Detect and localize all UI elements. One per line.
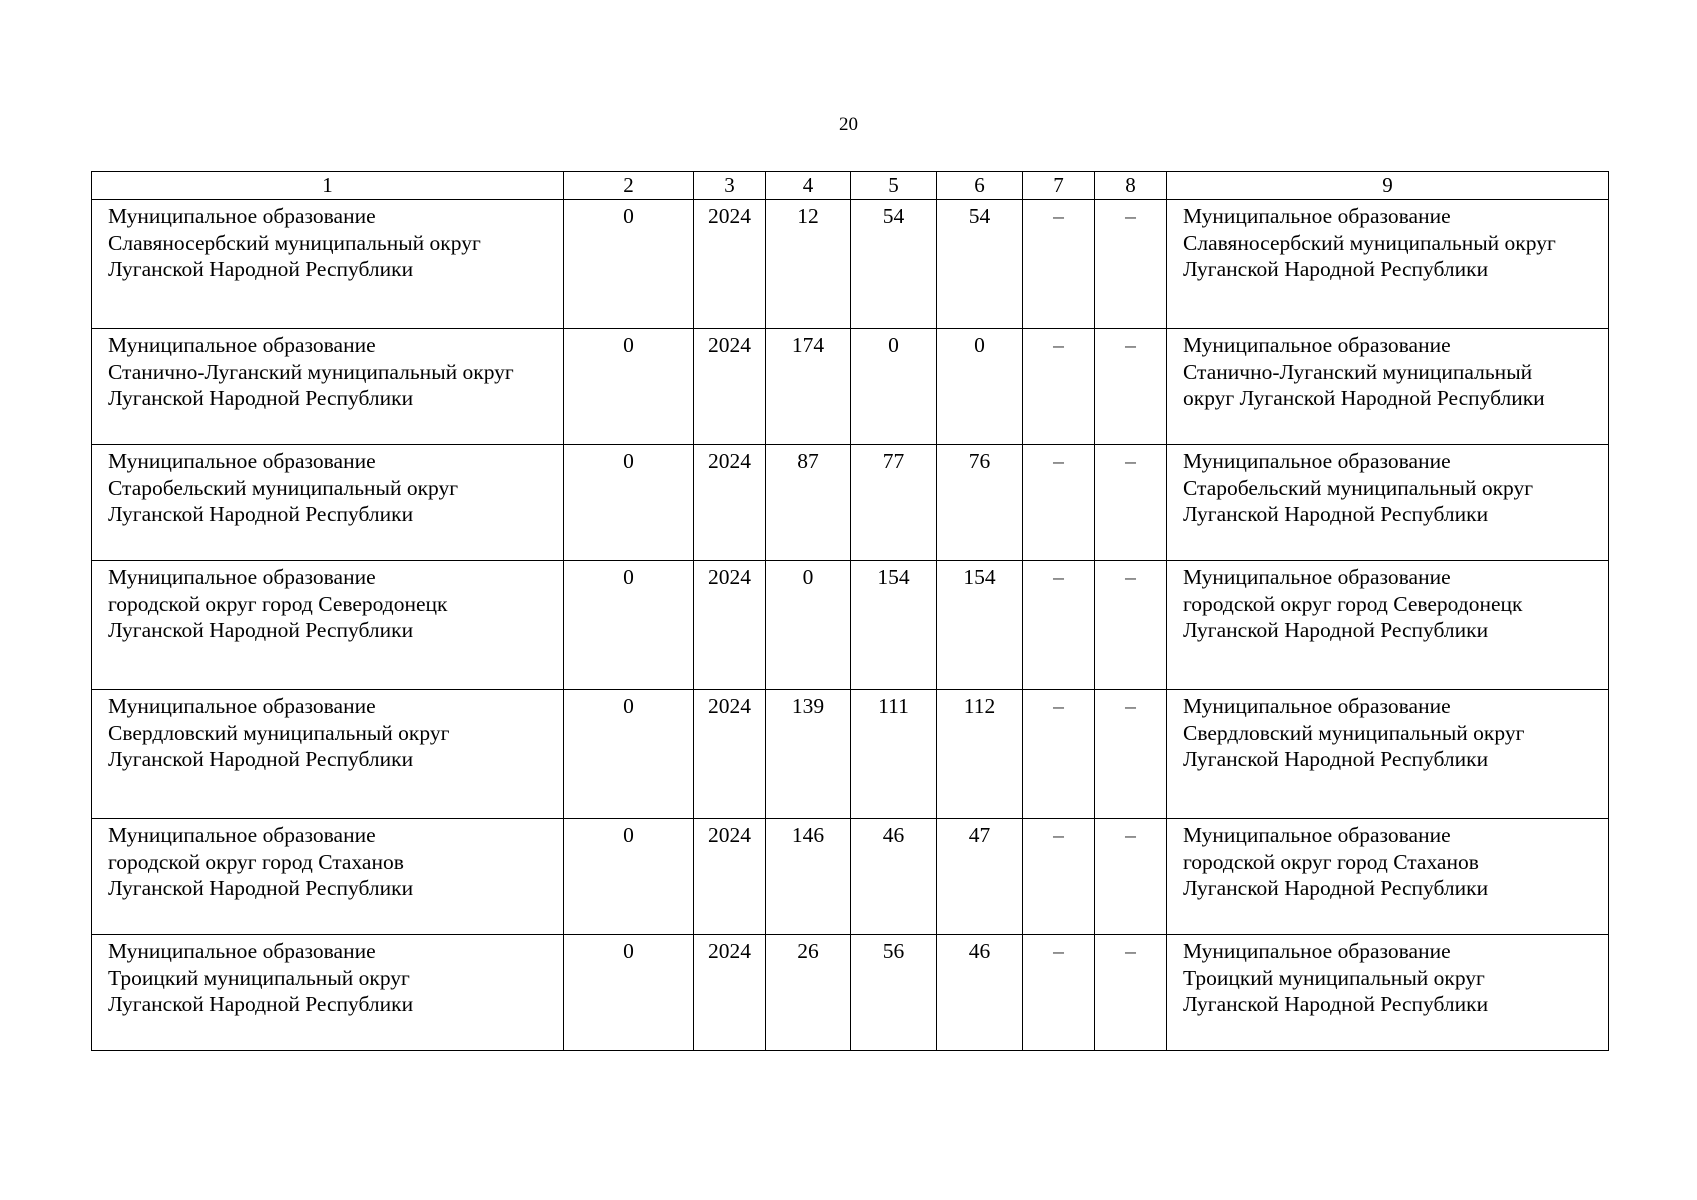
column-header-4: 4 bbox=[766, 172, 851, 200]
value-cell-6: 46 bbox=[937, 935, 1023, 1051]
value-cell-5: 46 bbox=[851, 819, 937, 935]
cell-line: Луганской Народной Республики bbox=[1183, 257, 1489, 281]
table-row bbox=[92, 935, 1609, 1051]
recipient-cell bbox=[1167, 935, 1609, 1051]
cell-line: Старобельский муниципальный округ bbox=[108, 475, 459, 500]
value-cell-8: – bbox=[1095, 690, 1167, 819]
cell-line: Муниципальное образование bbox=[108, 939, 376, 963]
value-cell-8: – bbox=[1095, 819, 1167, 935]
value-cell-4: 12 bbox=[766, 200, 851, 329]
cell-line: Муниципальное образование bbox=[1183, 565, 1451, 589]
value-cell-2: 0 bbox=[564, 690, 694, 819]
value-cell-2: 0 bbox=[564, 561, 694, 690]
cell-line: Муниципальное образование bbox=[108, 823, 376, 847]
table-row bbox=[92, 690, 1609, 819]
cell-line: Муниципальное образование bbox=[1183, 939, 1451, 963]
header-row bbox=[92, 172, 1609, 200]
cell-line: Свердловский муниципальный округ bbox=[108, 720, 450, 745]
table-row bbox=[92, 819, 1609, 935]
municipality-cell bbox=[92, 445, 564, 561]
cell-line: городской округ город Северодонецк bbox=[108, 591, 448, 616]
cell-line: Станично-Луганский муниципальный округ bbox=[108, 359, 514, 384]
cell-line: Луганской Народной Республики bbox=[108, 257, 414, 281]
value-cell-7: – bbox=[1023, 200, 1095, 329]
value-cell-3: 2024 bbox=[694, 690, 766, 819]
column-header-7: 7 bbox=[1023, 172, 1095, 200]
value-cell-2: 0 bbox=[564, 935, 694, 1051]
value-cell-3: 2024 bbox=[694, 935, 766, 1051]
value-cell-5: 56 bbox=[851, 935, 937, 1051]
cell-line: Луганской Народной Республики bbox=[108, 747, 414, 771]
cell-line: Муниципальное образование bbox=[108, 333, 376, 357]
cell-line: Луганской Народной Республики bbox=[1183, 876, 1489, 900]
cell-line: Муниципальное образование bbox=[108, 694, 376, 718]
cell-line: Муниципальное образование bbox=[1183, 694, 1451, 718]
value-cell-8: – bbox=[1095, 935, 1167, 1051]
cell-line: Троицкий муниципальный округ bbox=[1183, 965, 1485, 990]
value-cell-3: 2024 bbox=[694, 561, 766, 690]
table-row bbox=[92, 200, 1609, 329]
cell-line: Луганской Народной Республики bbox=[108, 618, 414, 642]
column-header-5: 5 bbox=[851, 172, 937, 200]
municipality-cell bbox=[92, 819, 564, 935]
value-cell-8: – bbox=[1095, 329, 1167, 445]
value-cell-7: – bbox=[1023, 445, 1095, 561]
value-cell-6: 0 bbox=[937, 329, 1023, 445]
recipient-cell bbox=[1167, 329, 1609, 445]
column-header-9: 9 bbox=[1167, 172, 1609, 200]
cell-line: Луганской Народной Республики bbox=[108, 876, 414, 900]
value-cell-8: – bbox=[1095, 200, 1167, 329]
recipient-cell bbox=[1167, 445, 1609, 561]
municipality-cell bbox=[92, 329, 564, 445]
column-header-6: 6 bbox=[937, 172, 1023, 200]
recipient-cell bbox=[1167, 690, 1609, 819]
value-cell-5: 54 bbox=[851, 200, 937, 329]
column-header-1: 1 bbox=[92, 172, 564, 200]
table-row bbox=[92, 329, 1609, 445]
value-cell-2: 0 bbox=[564, 200, 694, 329]
value-cell-3: 2024 bbox=[694, 329, 766, 445]
cell-line: Старобельский муниципальный округ bbox=[1183, 475, 1534, 500]
cell-line: Луганской Народной Республики bbox=[108, 386, 414, 410]
municipality-cell bbox=[92, 935, 564, 1051]
cell-line: Муниципальное образование bbox=[1183, 333, 1451, 357]
cell-line: Луганской Народной Республики bbox=[108, 992, 414, 1016]
value-cell-5: 77 bbox=[851, 445, 937, 561]
cell-line: Муниципальное образование bbox=[1183, 449, 1451, 473]
table-row bbox=[92, 561, 1609, 690]
value-cell-7: – bbox=[1023, 561, 1095, 690]
value-cell-6: 154 bbox=[937, 561, 1023, 690]
value-cell-7: – bbox=[1023, 329, 1095, 445]
value-cell-6: 112 bbox=[937, 690, 1023, 819]
cell-line: городской округ город Стаханов bbox=[108, 849, 404, 874]
municipality-cell bbox=[92, 561, 564, 690]
recipient-cell bbox=[1167, 561, 1609, 690]
value-cell-7: – bbox=[1023, 819, 1095, 935]
cell-line: Славяносербский муниципальный округ bbox=[1183, 230, 1556, 255]
value-cell-8: – bbox=[1095, 445, 1167, 561]
recipient-cell bbox=[1167, 819, 1609, 935]
cell-line: Станично-Луганский муниципальный bbox=[1183, 359, 1533, 384]
value-cell-2: 0 bbox=[564, 445, 694, 561]
value-cell-3: 2024 bbox=[694, 200, 766, 329]
value-cell-7: – bbox=[1023, 935, 1095, 1051]
cell-line: округ Луганской Народной Республики bbox=[1183, 386, 1545, 410]
page-number: 20 bbox=[839, 114, 858, 135]
value-cell-5: 111 bbox=[851, 690, 937, 819]
cell-line: Свердловский муниципальный округ bbox=[1183, 720, 1525, 745]
column-header-8: 8 bbox=[1095, 172, 1167, 200]
municipality-cell bbox=[92, 200, 564, 329]
data-table bbox=[91, 171, 1609, 1051]
value-cell-2: 0 bbox=[564, 329, 694, 445]
cell-line: Луганской Народной Республики bbox=[1183, 618, 1489, 642]
value-cell-4: 87 bbox=[766, 445, 851, 561]
value-cell-6: 54 bbox=[937, 200, 1023, 329]
value-cell-5: 0 bbox=[851, 329, 937, 445]
cell-line: Муниципальное образование bbox=[108, 204, 376, 228]
value-cell-3: 2024 bbox=[694, 445, 766, 561]
cell-line: Луганской Народной Республики bbox=[1183, 992, 1489, 1016]
value-cell-8: – bbox=[1095, 561, 1167, 690]
value-cell-4: 0 bbox=[766, 561, 851, 690]
cell-line: Славяносербский муниципальный округ bbox=[108, 230, 481, 255]
cell-line: городской округ город Северодонецк bbox=[1183, 591, 1523, 616]
cell-line: Муниципальное образование bbox=[1183, 823, 1451, 847]
cell-line: городской округ город Стаханов bbox=[1183, 849, 1479, 874]
recipient-cell bbox=[1167, 200, 1609, 329]
cell-line: Муниципальное образование bbox=[108, 449, 376, 473]
value-cell-5: 154 bbox=[851, 561, 937, 690]
value-cell-6: 76 bbox=[937, 445, 1023, 561]
column-header-2: 2 bbox=[564, 172, 694, 200]
value-cell-4: 146 bbox=[766, 819, 851, 935]
cell-line: Муниципальное образование bbox=[108, 565, 376, 589]
value-cell-4: 174 bbox=[766, 329, 851, 445]
cell-line: Муниципальное образование bbox=[1183, 204, 1451, 228]
value-cell-4: 26 bbox=[766, 935, 851, 1051]
value-cell-4: 139 bbox=[766, 690, 851, 819]
cell-line: Луганской Народной Республики bbox=[108, 502, 414, 526]
municipality-cell bbox=[92, 690, 564, 819]
column-header-3: 3 bbox=[694, 172, 766, 200]
value-cell-7: – bbox=[1023, 690, 1095, 819]
cell-line: Луганской Народной Республики bbox=[1183, 747, 1489, 771]
cell-line: Троицкий муниципальный округ bbox=[108, 965, 410, 990]
cell-line: Луганской Народной Республики bbox=[1183, 502, 1489, 526]
value-cell-3: 2024 bbox=[694, 819, 766, 935]
value-cell-6: 47 bbox=[937, 819, 1023, 935]
table-row bbox=[92, 445, 1609, 561]
value-cell-2: 0 bbox=[564, 819, 694, 935]
